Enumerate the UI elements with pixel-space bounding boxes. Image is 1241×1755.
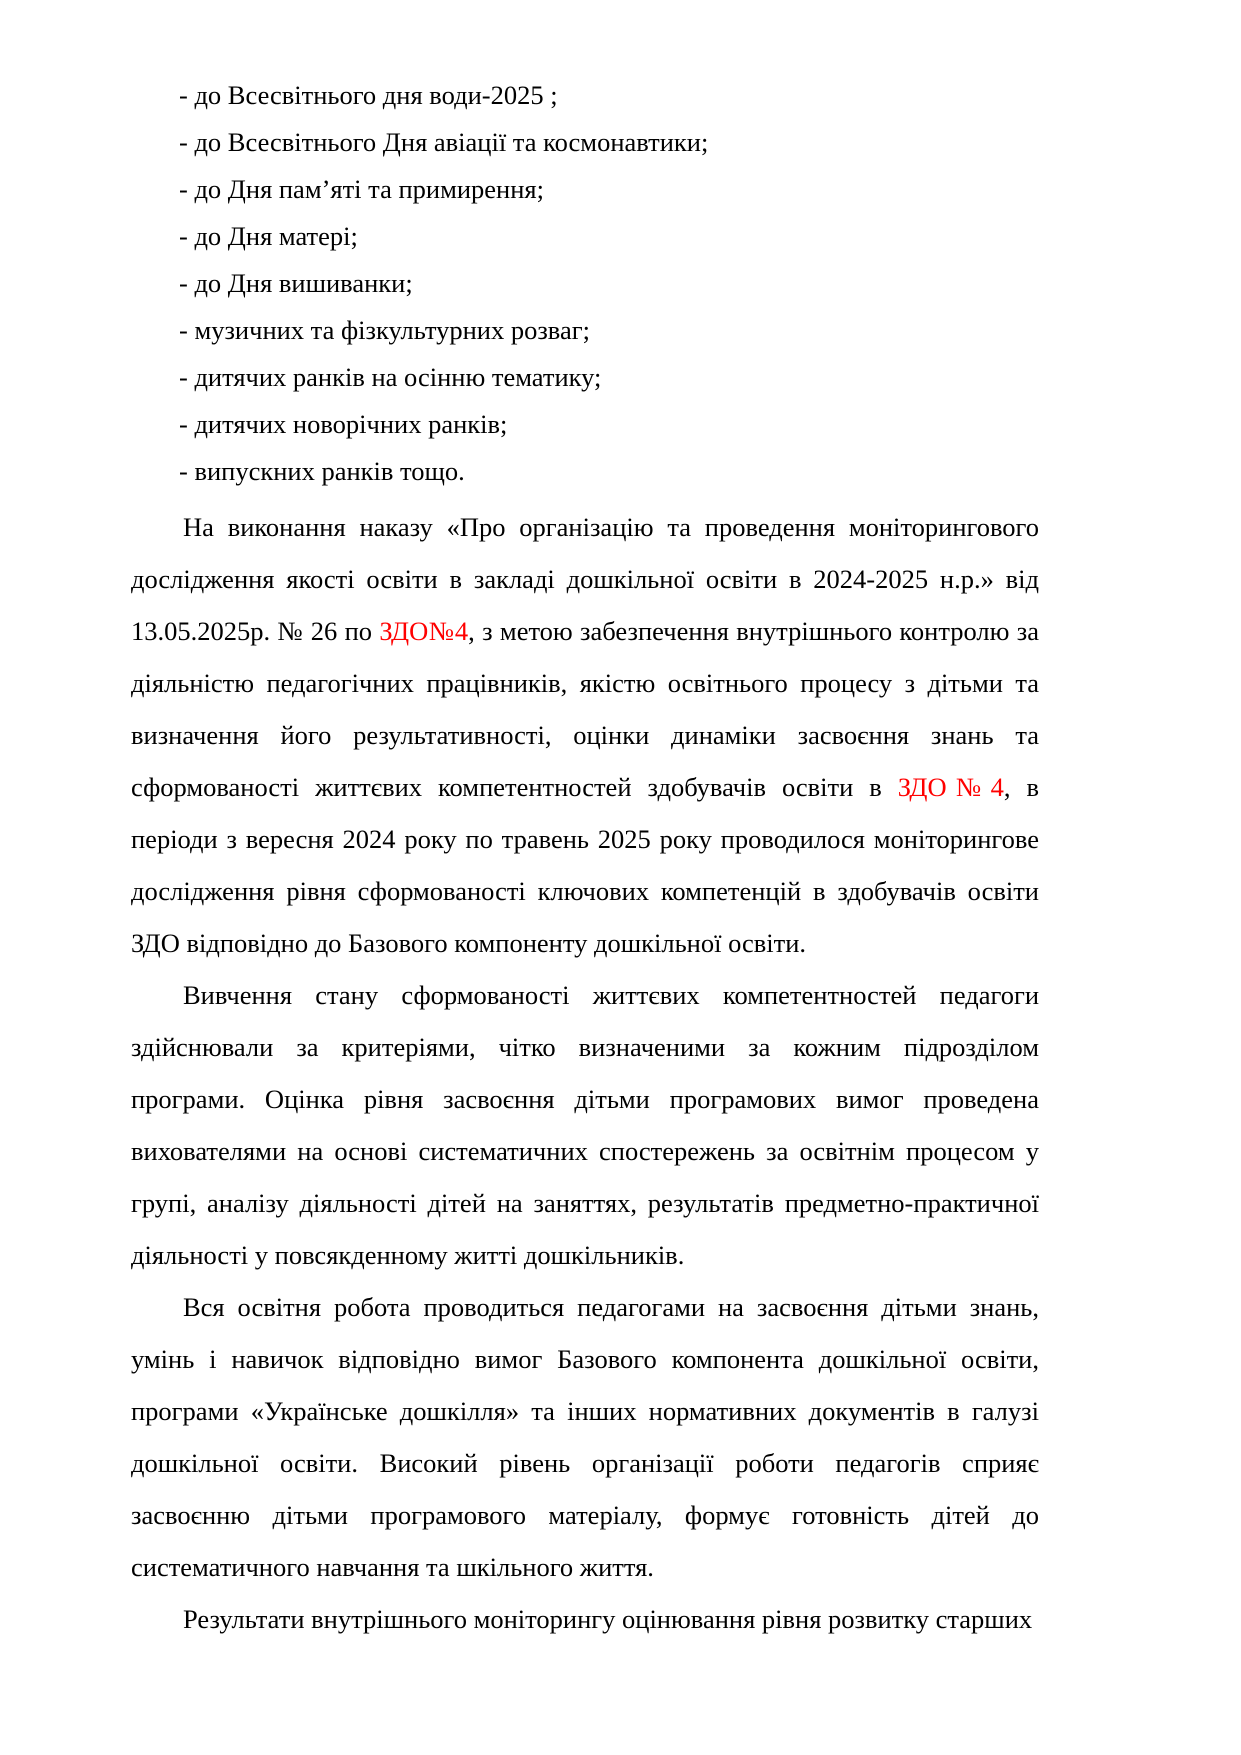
list-item: - до Дня пам’яті та примирення; [179, 174, 544, 204]
paragraph-text-segment: На виконання наказу «Про організацію та проведення моніторингового дослідження якості освіти в закладі дошкільної освіти в 2024-2025 н.р.» від 13.05.2025р. № 26 по [131, 512, 1039, 646]
list-item: - дитячих новорічних ранків; [179, 409, 508, 439]
institution-highlight: ЗДО№4 [379, 616, 469, 646]
event-list [131, 72, 1039, 495]
list-item: - випускних ранків тощо. [179, 456, 465, 486]
paragraph-order-monitoring [131, 501, 1039, 969]
list-item: - дитячих ранків на осінню тематику; [179, 362, 602, 392]
list-item: - до Всесвітнього дня води-2025 ; [179, 80, 558, 110]
paragraph-text-segment: , в періоди з вересня 2024 року по травень 2025 року проводилося моніторингове дослідження рівня сформованості ключових компетенцій в здобувачів освіти ЗДО відповідно до Базового компоненту дошкільної освіти. [131, 772, 1040, 958]
list-item: - до Всесвітнього Дня авіації та космонавтики; [179, 127, 709, 157]
paragraph-competency-study: Вивчення стану сформованості життєвих компетентностей педагоги здійснювали за критеріями, чітко визначеними за кожним підрозділом програми. Оцінка рівня засвоєння дітьми програмових вимог проведена вихователями на основі систематичних спостережень за освітнім процесом у групі, аналізу діяльності дітей на заняттях, результатів предметно-практичної діяльності у повсякденному житті дошкільників. [131, 980, 1039, 1270]
list-item: - музичних та фізкультурних розваг; [179, 315, 590, 345]
paragraph-text-segment: , з метою забезпечення внутрішнього контролю за діяльністю педагогічних працівників, якістю освітнього процесу з дітьми та визначення його результативності, оцінки динаміки засвоєння знань та сформованості життєвих компетентностей здобувачів освіти в [131, 616, 1039, 802]
page-content [131, 72, 1039, 1645]
list-item: - до Дня матері; [179, 221, 358, 251]
institution-highlight: ЗДО№4 [897, 772, 1004, 802]
list-item: - до Дня вишиванки; [179, 268, 413, 298]
paragraph-educational-work: Вся освітня робота проводиться педагогами на засвоєння дітьми знань, умінь і навичок відповідно вимог Базового компонента дошкільної освіти, програми «Українське дошкілля» та інших нормативних документів в галузі дошкільної освіти. Високий рівень організації роботи педагогів сприяє засвоєнню дітьми програмового матеріалу, формує готовність дітей до систематичного навчання та шкільного життя. [131, 1292, 1039, 1582]
paragraph-monitoring-results: Результати внутрішнього моніторингу оцінювання рівня розвитку старших [183, 1604, 1033, 1634]
